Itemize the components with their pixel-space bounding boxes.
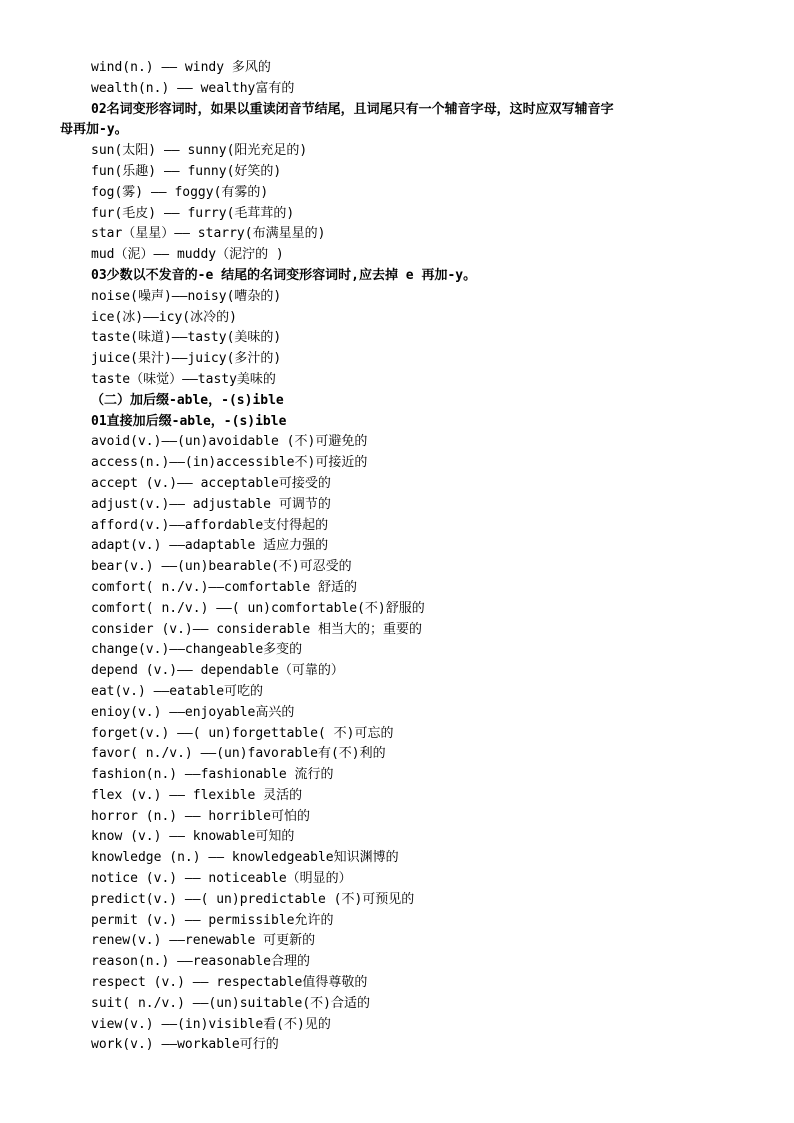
vocab-line: depend (v.)—— dependable（可靠的） [91, 663, 344, 679]
vocab-line: fur(毛皮) —— furry(毛茸茸的) [91, 205, 295, 221]
vocab-line: knowledge (n.) —— knowledgeable知识渊博的 [91, 850, 399, 866]
vocab-line: respect (v.) —— respectable值得尊敬的 [91, 975, 368, 991]
vocab-line: wind(n.) —— windy 多风的 [91, 60, 271, 75]
vocab-line: star（星星）—— starry(布满星星的) [91, 226, 326, 242]
document-page [0, 58, 794, 1056]
vocab-line: comfort( n./v.)——comfortable 舒适的 [91, 579, 357, 595]
vocab-line: sun(太阳) —— sunny(阳光充足的) [91, 143, 308, 159]
vocab-line: taste（味觉）——tasty美味的 [91, 371, 276, 387]
vocab-line: reason(n.) ——reasonable合理的 [91, 954, 311, 970]
rule-heading-02: 02名词变形容词时，如果以重读闭音节结尾，且词尾只有一个辅音字母，这时应双写辅音字 [91, 101, 614, 117]
vocab-line: adjust(v.)—— adjustable 可调节的 [91, 496, 331, 512]
vocab-line: eat(v.) ——eatable可吃的 [91, 683, 264, 699]
rule-heading-02-cont: 母再加-y。 [60, 122, 128, 138]
vocab-line: view(v.) ——(in)visible看(不)见的 [91, 1016, 331, 1032]
vocab-line: change(v.)——changeable多变的 [91, 642, 303, 658]
vocab-line: horror (n.) —— horrible可怕的 [91, 808, 311, 824]
vocab-line: flex (v.) —— flexible 灵活的 [91, 787, 303, 803]
vocab-line: juice(果汁)——juicy(多汁的) [91, 351, 282, 367]
vocab-line: noise(噪声)——noisy(嘈杂的) [91, 288, 282, 304]
rule-heading-01: 01直接加后缀-able，-(s)ible [91, 413, 287, 429]
vocab-line: favor( n./v.) ——(un)favorable有(不)利的 [91, 746, 386, 762]
vocab-line: comfort( n./v.) ——( un)comfortable(不)舒服的 [91, 600, 425, 616]
vocab-line: taste(味道)——tasty(美味的) [91, 330, 282, 346]
vocab-line: work(v.) ——workable可行的 [91, 1037, 279, 1053]
vocab-line: forget(v.) ——( un)forgettable( 不)可忘的 [91, 725, 394, 741]
vocab-line: mud（泥）—— muddy（泥泞的 ) [91, 247, 284, 263]
rule-heading-03: 03少数以不发音的-e 结尾的名词变形容词时,应去掉 e 再加-y。 [91, 267, 477, 283]
vocab-line: renew(v.) ——renewable 可更新的 [91, 933, 316, 949]
vocab-line: consider (v.)—— considerable 相当大的；重要的 [91, 621, 422, 637]
section-heading: （二）加后缀-able，-(s)ible [91, 392, 284, 408]
vocab-line: notice (v.) —— noticeable（明显的） [91, 871, 352, 887]
vocab-line: know (v.) —— knowable可知的 [91, 829, 295, 845]
vocab-line: fog(雾) —— foggy(有雾的) [91, 184, 269, 200]
vocab-line: afford(v.)——affordable支付得起的 [91, 517, 329, 533]
vocab-line: ice(冰)——icy(冰冷的) [91, 309, 237, 325]
vocab-line: accept (v.)—— acceptable可接受的 [91, 475, 331, 491]
vocab-line: bear(v.) ——(un)bearable(不)可忍受的 [91, 559, 352, 575]
vocab-line: avoid(v.)——(un)avoidable (不)可避免的 [91, 434, 368, 450]
vocab-line: fashion(n.) ——fashionable 流行的 [91, 767, 334, 783]
vocab-line: adapt(v.) ——adaptable 适应力强的 [91, 538, 329, 554]
vocab-line: suit( n./v.) ——(un)suitable(不)合适的 [91, 995, 370, 1011]
vocab-line: wealth(n.) —— wealthy富有的 [91, 80, 295, 96]
vocab-line: access(n.)——(in)accessible不)可接近的 [91, 455, 368, 471]
vocab-line: enioy(v.) ——enjoyable高兴的 [91, 704, 295, 720]
vocab-line: predict(v.) ——( un)predictable (不)可预见的 [91, 891, 415, 907]
vocab-line: permit (v.) —— permissible允许的 [91, 912, 334, 928]
vocab-line: fun(乐趣) —— funny(好笑的) [91, 163, 282, 179]
